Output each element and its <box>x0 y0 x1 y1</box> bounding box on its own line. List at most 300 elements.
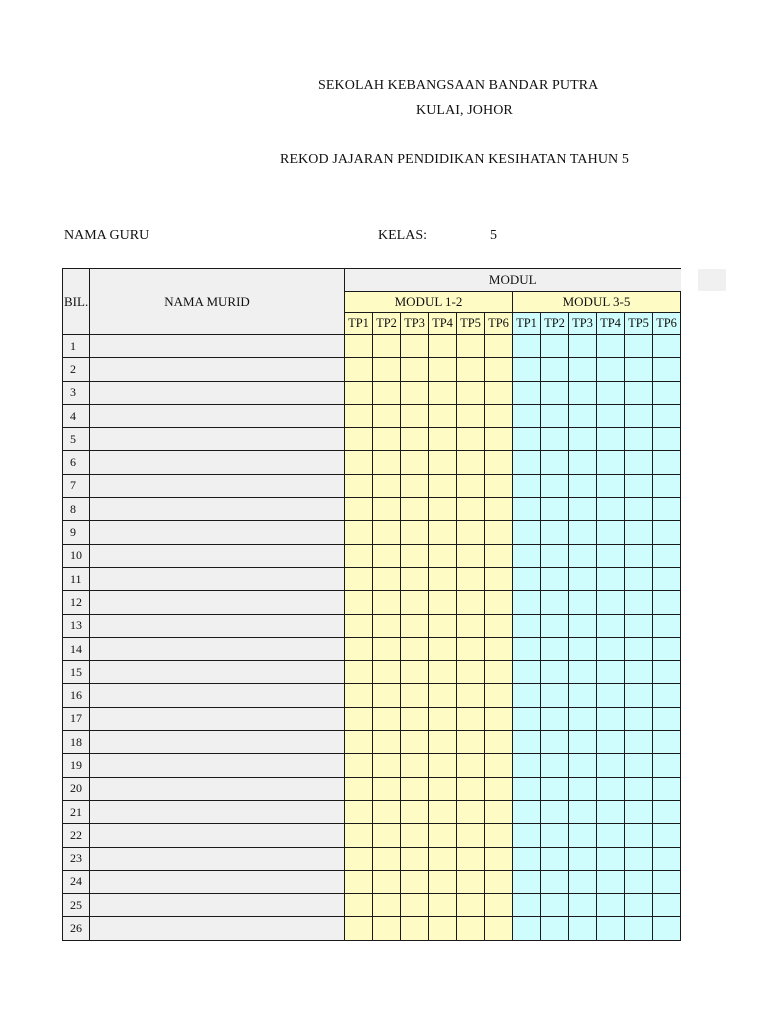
tp-score-cell[interactable] <box>569 358 597 381</box>
tp-score-cell[interactable] <box>373 544 401 567</box>
tp-score-cell[interactable] <box>457 451 485 474</box>
tp-score-cell[interactable] <box>345 917 373 940</box>
tp-score-cell[interactable] <box>345 567 373 590</box>
tp-score-cell[interactable] <box>457 754 485 777</box>
tp-score-cell[interactable] <box>429 894 457 917</box>
tp-score-cell[interactable] <box>569 404 597 427</box>
tp-score-cell[interactable] <box>625 521 653 544</box>
tp-score-cell[interactable] <box>345 404 373 427</box>
tp-score-cell[interactable] <box>373 754 401 777</box>
tp-score-cell[interactable] <box>457 847 485 870</box>
tp-score-cell[interactable] <box>541 544 569 567</box>
tp-score-cell[interactable] <box>625 498 653 521</box>
tp-score-cell[interactable] <box>569 544 597 567</box>
tp-score-cell[interactable] <box>485 754 513 777</box>
student-name-cell[interactable] <box>90 754 345 777</box>
tp-score-cell[interactable] <box>597 591 625 614</box>
tp-score-cell[interactable] <box>429 498 457 521</box>
tp-score-cell[interactable] <box>485 731 513 754</box>
tp-score-cell[interactable] <box>653 707 681 730</box>
tp-score-cell[interactable] <box>345 474 373 497</box>
tp-score-cell[interactable] <box>653 544 681 567</box>
tp-score-cell[interactable] <box>345 824 373 847</box>
tp-score-cell[interactable] <box>457 428 485 451</box>
tp-score-cell[interactable] <box>373 404 401 427</box>
tp-score-cell[interactable] <box>625 591 653 614</box>
tp-score-cell[interactable] <box>373 614 401 637</box>
tp-score-cell[interactable] <box>569 731 597 754</box>
tp-score-cell[interactable] <box>513 567 541 590</box>
student-name-cell[interactable] <box>90 474 345 497</box>
tp-score-cell[interactable] <box>457 335 485 358</box>
tp-score-cell[interactable] <box>345 335 373 358</box>
tp-score-cell[interactable] <box>345 358 373 381</box>
tp-score-cell[interactable] <box>597 870 625 893</box>
tp-score-cell[interactable] <box>653 335 681 358</box>
tp-score-cell[interactable] <box>569 870 597 893</box>
tp-score-cell[interactable] <box>373 381 401 404</box>
tp-score-cell[interactable] <box>569 567 597 590</box>
tp-score-cell[interactable] <box>485 614 513 637</box>
student-name-cell[interactable] <box>90 870 345 893</box>
tp-score-cell[interactable] <box>345 614 373 637</box>
tp-score-cell[interactable] <box>597 661 625 684</box>
tp-score-cell[interactable] <box>597 521 625 544</box>
tp-score-cell[interactable] <box>373 451 401 474</box>
tp-score-cell[interactable] <box>513 451 541 474</box>
tp-score-cell[interactable] <box>429 917 457 940</box>
tp-score-cell[interactable] <box>485 474 513 497</box>
tp-score-cell[interactable] <box>625 824 653 847</box>
tp-score-cell[interactable] <box>345 428 373 451</box>
tp-score-cell[interactable] <box>345 498 373 521</box>
student-name-cell[interactable] <box>90 637 345 660</box>
tp-score-cell[interactable] <box>569 847 597 870</box>
tp-score-cell[interactable] <box>429 824 457 847</box>
tp-score-cell[interactable] <box>513 800 541 823</box>
tp-score-cell[interactable] <box>625 917 653 940</box>
tp-score-cell[interactable] <box>485 894 513 917</box>
student-name-cell[interactable] <box>90 404 345 427</box>
tp-score-cell[interactable] <box>653 684 681 707</box>
tp-score-cell[interactable] <box>457 381 485 404</box>
tp-score-cell[interactable] <box>597 404 625 427</box>
tp-score-cell[interactable] <box>541 428 569 451</box>
tp-score-cell[interactable] <box>597 847 625 870</box>
tp-score-cell[interactable] <box>569 917 597 940</box>
student-name-cell[interactable] <box>90 521 345 544</box>
tp-score-cell[interactable] <box>429 614 457 637</box>
tp-score-cell[interactable] <box>429 777 457 800</box>
tp-score-cell[interactable] <box>653 870 681 893</box>
student-name-cell[interactable] <box>90 800 345 823</box>
tp-score-cell[interactable] <box>513 731 541 754</box>
tp-score-cell[interactable] <box>373 637 401 660</box>
tp-score-cell[interactable] <box>429 381 457 404</box>
tp-score-cell[interactable] <box>513 544 541 567</box>
tp-score-cell[interactable] <box>485 847 513 870</box>
tp-score-cell[interactable] <box>653 777 681 800</box>
tp-score-cell[interactable] <box>401 474 429 497</box>
tp-score-cell[interactable] <box>653 474 681 497</box>
tp-score-cell[interactable] <box>485 917 513 940</box>
tp-score-cell[interactable] <box>541 800 569 823</box>
tp-score-cell[interactable] <box>485 777 513 800</box>
tp-score-cell[interactable] <box>401 870 429 893</box>
tp-score-cell[interactable] <box>457 800 485 823</box>
tp-score-cell[interactable] <box>485 358 513 381</box>
tp-score-cell[interactable] <box>625 404 653 427</box>
tp-score-cell[interactable] <box>457 684 485 707</box>
tp-score-cell[interactable] <box>485 800 513 823</box>
student-name-cell[interactable] <box>90 567 345 590</box>
tp-score-cell[interactable] <box>569 637 597 660</box>
tp-score-cell[interactable] <box>401 498 429 521</box>
tp-score-cell[interactable] <box>401 684 429 707</box>
tp-score-cell[interactable] <box>345 381 373 404</box>
tp-score-cell[interactable] <box>457 917 485 940</box>
tp-score-cell[interactable] <box>625 870 653 893</box>
tp-score-cell[interactable] <box>401 591 429 614</box>
tp-score-cell[interactable] <box>373 731 401 754</box>
tp-score-cell[interactable] <box>345 661 373 684</box>
tp-score-cell[interactable] <box>653 521 681 544</box>
tp-score-cell[interactable] <box>485 381 513 404</box>
tp-score-cell[interactable] <box>569 474 597 497</box>
tp-score-cell[interactable] <box>653 847 681 870</box>
tp-score-cell[interactable] <box>345 870 373 893</box>
tp-score-cell[interactable] <box>373 824 401 847</box>
tp-score-cell[interactable] <box>429 335 457 358</box>
tp-score-cell[interactable] <box>429 544 457 567</box>
student-name-cell[interactable] <box>90 894 345 917</box>
tp-score-cell[interactable] <box>401 777 429 800</box>
tp-score-cell[interactable] <box>485 521 513 544</box>
tp-score-cell[interactable] <box>373 800 401 823</box>
tp-score-cell[interactable] <box>485 591 513 614</box>
tp-score-cell[interactable] <box>401 800 429 823</box>
tp-score-cell[interactable] <box>597 777 625 800</box>
tp-score-cell[interactable] <box>625 777 653 800</box>
tp-score-cell[interactable] <box>653 894 681 917</box>
tp-score-cell[interactable] <box>569 451 597 474</box>
student-name-cell[interactable] <box>90 614 345 637</box>
tp-score-cell[interactable] <box>625 544 653 567</box>
tp-score-cell[interactable] <box>625 754 653 777</box>
tp-score-cell[interactable] <box>541 614 569 637</box>
tp-score-cell[interactable] <box>625 800 653 823</box>
tp-score-cell[interactable] <box>513 661 541 684</box>
tp-score-cell[interactable] <box>513 335 541 358</box>
tp-score-cell[interactable] <box>597 614 625 637</box>
tp-score-cell[interactable] <box>429 800 457 823</box>
tp-score-cell[interactable] <box>569 428 597 451</box>
tp-score-cell[interactable] <box>485 661 513 684</box>
tp-score-cell[interactable] <box>541 451 569 474</box>
tp-score-cell[interactable] <box>485 707 513 730</box>
tp-score-cell[interactable] <box>373 870 401 893</box>
tp-score-cell[interactable] <box>429 358 457 381</box>
tp-score-cell[interactable] <box>373 777 401 800</box>
tp-score-cell[interactable] <box>429 847 457 870</box>
student-name-cell[interactable] <box>90 544 345 567</box>
tp-score-cell[interactable] <box>457 567 485 590</box>
tp-score-cell[interactable] <box>401 358 429 381</box>
tp-score-cell[interactable] <box>625 847 653 870</box>
tp-score-cell[interactable] <box>513 754 541 777</box>
tp-score-cell[interactable] <box>401 824 429 847</box>
tp-score-cell[interactable] <box>653 381 681 404</box>
tp-score-cell[interactable] <box>653 567 681 590</box>
tp-score-cell[interactable] <box>373 521 401 544</box>
student-name-cell[interactable] <box>90 335 345 358</box>
tp-score-cell[interactable] <box>457 498 485 521</box>
tp-score-cell[interactable] <box>457 824 485 847</box>
tp-score-cell[interactable] <box>401 661 429 684</box>
tp-score-cell[interactable] <box>401 917 429 940</box>
tp-score-cell[interactable] <box>597 428 625 451</box>
tp-score-cell[interactable] <box>429 637 457 660</box>
tp-score-cell[interactable] <box>513 917 541 940</box>
student-name-cell[interactable] <box>90 428 345 451</box>
tp-score-cell[interactable] <box>401 404 429 427</box>
tp-score-cell[interactable] <box>373 707 401 730</box>
tp-score-cell[interactable] <box>541 381 569 404</box>
tp-score-cell[interactable] <box>429 661 457 684</box>
tp-score-cell[interactable] <box>457 637 485 660</box>
tp-score-cell[interactable] <box>541 684 569 707</box>
tp-score-cell[interactable] <box>625 567 653 590</box>
tp-score-cell[interactable] <box>457 707 485 730</box>
tp-score-cell[interactable] <box>457 870 485 893</box>
tp-score-cell[interactable] <box>541 754 569 777</box>
tp-score-cell[interactable] <box>625 637 653 660</box>
tp-score-cell[interactable] <box>597 894 625 917</box>
tp-score-cell[interactable] <box>569 521 597 544</box>
tp-score-cell[interactable] <box>653 754 681 777</box>
tp-score-cell[interactable] <box>597 917 625 940</box>
tp-score-cell[interactable] <box>345 451 373 474</box>
tp-score-cell[interactable] <box>625 428 653 451</box>
tp-score-cell[interactable] <box>345 847 373 870</box>
tp-score-cell[interactable] <box>653 591 681 614</box>
tp-score-cell[interactable] <box>429 404 457 427</box>
tp-score-cell[interactable] <box>429 754 457 777</box>
tp-score-cell[interactable] <box>625 894 653 917</box>
tp-score-cell[interactable] <box>485 428 513 451</box>
tp-score-cell[interactable] <box>597 474 625 497</box>
tp-score-cell[interactable] <box>653 637 681 660</box>
tp-score-cell[interactable] <box>625 451 653 474</box>
tp-score-cell[interactable] <box>513 404 541 427</box>
tp-score-cell[interactable] <box>541 847 569 870</box>
tp-score-cell[interactable] <box>429 428 457 451</box>
tp-score-cell[interactable] <box>625 474 653 497</box>
tp-score-cell[interactable] <box>541 777 569 800</box>
tp-score-cell[interactable] <box>345 894 373 917</box>
tp-score-cell[interactable] <box>541 335 569 358</box>
tp-score-cell[interactable] <box>373 591 401 614</box>
tp-score-cell[interactable] <box>653 498 681 521</box>
tp-score-cell[interactable] <box>345 521 373 544</box>
tp-score-cell[interactable] <box>569 335 597 358</box>
tp-score-cell[interactable] <box>457 544 485 567</box>
tp-score-cell[interactable] <box>401 567 429 590</box>
student-name-cell[interactable] <box>90 661 345 684</box>
tp-score-cell[interactable] <box>597 731 625 754</box>
tp-score-cell[interactable] <box>597 567 625 590</box>
tp-score-cell[interactable] <box>513 498 541 521</box>
tp-score-cell[interactable] <box>541 870 569 893</box>
tp-score-cell[interactable] <box>401 521 429 544</box>
tp-score-cell[interactable] <box>625 381 653 404</box>
tp-score-cell[interactable] <box>345 544 373 567</box>
tp-score-cell[interactable] <box>569 591 597 614</box>
tp-score-cell[interactable] <box>457 894 485 917</box>
tp-score-cell[interactable] <box>597 707 625 730</box>
tp-score-cell[interactable] <box>625 731 653 754</box>
tp-score-cell[interactable] <box>625 358 653 381</box>
tp-score-cell[interactable] <box>513 358 541 381</box>
tp-score-cell[interactable] <box>513 777 541 800</box>
tp-score-cell[interactable] <box>345 800 373 823</box>
tp-score-cell[interactable] <box>597 684 625 707</box>
tp-score-cell[interactable] <box>513 381 541 404</box>
tp-score-cell[interactable] <box>541 521 569 544</box>
tp-score-cell[interactable] <box>597 824 625 847</box>
tp-score-cell[interactable] <box>457 521 485 544</box>
tp-score-cell[interactable] <box>373 567 401 590</box>
tp-score-cell[interactable] <box>541 661 569 684</box>
tp-score-cell[interactable] <box>653 824 681 847</box>
tp-score-cell[interactable] <box>401 335 429 358</box>
tp-score-cell[interactable] <box>597 358 625 381</box>
tp-score-cell[interactable] <box>373 894 401 917</box>
tp-score-cell[interactable] <box>429 707 457 730</box>
tp-score-cell[interactable] <box>625 335 653 358</box>
tp-score-cell[interactable] <box>541 731 569 754</box>
tp-score-cell[interactable] <box>541 498 569 521</box>
tp-score-cell[interactable] <box>429 684 457 707</box>
tp-score-cell[interactable] <box>429 870 457 893</box>
tp-score-cell[interactable] <box>485 335 513 358</box>
tp-score-cell[interactable] <box>569 777 597 800</box>
tp-score-cell[interactable] <box>401 847 429 870</box>
student-name-cell[interactable] <box>90 451 345 474</box>
tp-score-cell[interactable] <box>373 684 401 707</box>
tp-score-cell[interactable] <box>597 544 625 567</box>
tp-score-cell[interactable] <box>457 661 485 684</box>
tp-score-cell[interactable] <box>653 451 681 474</box>
tp-score-cell[interactable] <box>653 614 681 637</box>
tp-score-cell[interactable] <box>625 614 653 637</box>
tp-score-cell[interactable] <box>373 498 401 521</box>
tp-score-cell[interactable] <box>345 637 373 660</box>
student-name-cell[interactable] <box>90 824 345 847</box>
tp-score-cell[interactable] <box>373 661 401 684</box>
student-name-cell[interactable] <box>90 847 345 870</box>
tp-score-cell[interactable] <box>569 381 597 404</box>
tp-score-cell[interactable] <box>625 684 653 707</box>
tp-score-cell[interactable] <box>401 894 429 917</box>
tp-score-cell[interactable] <box>373 335 401 358</box>
tp-score-cell[interactable] <box>653 428 681 451</box>
student-name-cell[interactable] <box>90 381 345 404</box>
tp-score-cell[interactable] <box>569 707 597 730</box>
tp-score-cell[interactable] <box>597 498 625 521</box>
student-name-cell[interactable] <box>90 591 345 614</box>
tp-score-cell[interactable] <box>513 707 541 730</box>
tp-score-cell[interactable] <box>597 800 625 823</box>
tp-score-cell[interactable] <box>485 451 513 474</box>
tp-score-cell[interactable] <box>541 894 569 917</box>
tp-score-cell[interactable] <box>569 894 597 917</box>
tp-score-cell[interactable] <box>541 707 569 730</box>
tp-score-cell[interactable] <box>541 474 569 497</box>
tp-score-cell[interactable] <box>569 684 597 707</box>
tp-score-cell[interactable] <box>569 498 597 521</box>
tp-score-cell[interactable] <box>513 521 541 544</box>
tp-score-cell[interactable] <box>485 567 513 590</box>
tp-score-cell[interactable] <box>653 917 681 940</box>
student-name-cell[interactable] <box>90 684 345 707</box>
tp-score-cell[interactable] <box>401 731 429 754</box>
tp-score-cell[interactable] <box>597 637 625 660</box>
tp-score-cell[interactable] <box>373 917 401 940</box>
tp-score-cell[interactable] <box>429 567 457 590</box>
student-name-cell[interactable] <box>90 777 345 800</box>
tp-score-cell[interactable] <box>541 591 569 614</box>
tp-score-cell[interactable] <box>345 777 373 800</box>
tp-score-cell[interactable] <box>513 614 541 637</box>
tp-score-cell[interactable] <box>513 637 541 660</box>
student-name-cell[interactable] <box>90 707 345 730</box>
tp-score-cell[interactable] <box>429 521 457 544</box>
tp-score-cell[interactable] <box>541 358 569 381</box>
tp-score-cell[interactable] <box>485 544 513 567</box>
student-name-cell[interactable] <box>90 498 345 521</box>
tp-score-cell[interactable] <box>401 707 429 730</box>
tp-score-cell[interactable] <box>401 544 429 567</box>
tp-score-cell[interactable] <box>597 381 625 404</box>
tp-score-cell[interactable] <box>569 800 597 823</box>
tp-score-cell[interactable] <box>569 824 597 847</box>
tp-score-cell[interactable] <box>401 451 429 474</box>
tp-score-cell[interactable] <box>541 637 569 660</box>
tp-score-cell[interactable] <box>373 474 401 497</box>
tp-score-cell[interactable] <box>569 661 597 684</box>
tp-score-cell[interactable] <box>597 451 625 474</box>
tp-score-cell[interactable] <box>429 591 457 614</box>
tp-score-cell[interactable] <box>513 684 541 707</box>
tp-score-cell[interactable] <box>625 661 653 684</box>
student-name-cell[interactable] <box>90 358 345 381</box>
tp-score-cell[interactable] <box>457 358 485 381</box>
tp-score-cell[interactable] <box>345 754 373 777</box>
tp-score-cell[interactable] <box>653 661 681 684</box>
tp-score-cell[interactable] <box>429 451 457 474</box>
tp-score-cell[interactable] <box>541 824 569 847</box>
tp-score-cell[interactable] <box>345 731 373 754</box>
tp-score-cell[interactable] <box>429 731 457 754</box>
tp-score-cell[interactable] <box>513 591 541 614</box>
tp-score-cell[interactable] <box>485 824 513 847</box>
tp-score-cell[interactable] <box>457 404 485 427</box>
tp-score-cell[interactable] <box>513 894 541 917</box>
tp-score-cell[interactable] <box>653 731 681 754</box>
tp-score-cell[interactable] <box>485 404 513 427</box>
student-name-cell[interactable] <box>90 731 345 754</box>
